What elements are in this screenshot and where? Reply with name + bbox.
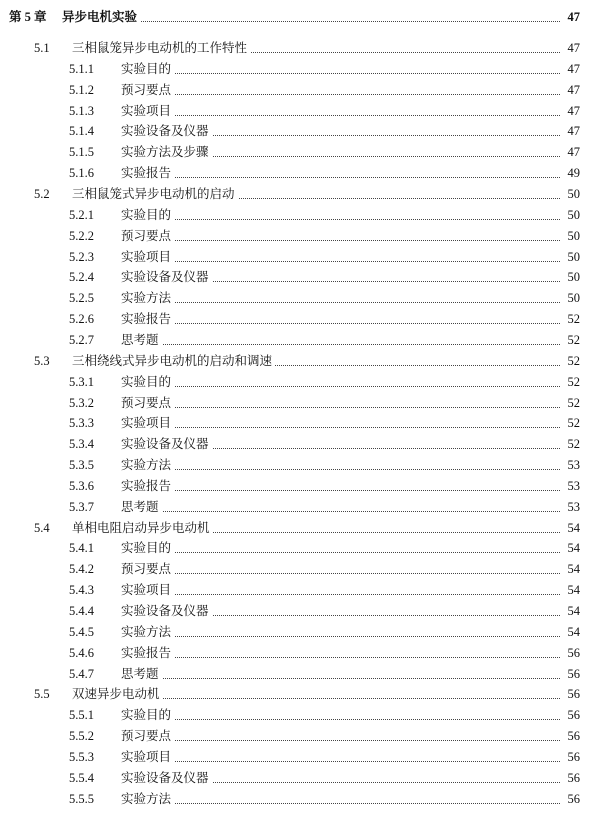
entry-title: 实验目的 <box>121 538 174 558</box>
toc-subsection-entry[interactable] <box>0 247 597 267</box>
entry-page-number: 56 <box>565 684 581 704</box>
toc-subsection-entry[interactable] <box>0 80 597 100</box>
entry-title: 单相电阻启动异步电动机 <box>72 518 213 538</box>
entry-number: 5.2.2 <box>69 228 94 243</box>
toc-section-entry[interactable] <box>0 38 597 58</box>
entry-page-number: 52 <box>565 413 581 433</box>
entry-title: 实验报告 <box>121 163 174 183</box>
entry-title: 实验目的 <box>121 372 174 392</box>
entry-title: 三相绕线式异步电动机的启动和调速 <box>72 351 275 371</box>
toc-section-entry[interactable] <box>0 684 597 704</box>
leader-dots <box>121 510 560 512</box>
entry-title: 实验报告 <box>121 643 174 663</box>
entry-page-number: 50 <box>565 226 581 246</box>
entry-page-number: 52 <box>565 330 581 350</box>
entry-title: 实验方法 <box>121 455 174 475</box>
toc-subsection-entry[interactable] <box>0 580 597 600</box>
entry-number: 5.2.4 <box>69 270 94 285</box>
entry-title: 实验目的 <box>121 705 174 725</box>
entry-page-number: 50 <box>565 184 581 204</box>
leader-dots <box>121 656 560 658</box>
entry-page-number: 47 <box>565 121 581 141</box>
leader-dots <box>121 718 560 720</box>
entry-number: 5.3.3 <box>69 416 94 431</box>
leader-dots <box>121 218 560 220</box>
toc-subsection-entry[interactable] <box>0 205 597 225</box>
leader-dots <box>121 176 560 178</box>
entry-title: 预习要点 <box>121 80 174 100</box>
entry-title: 实验项目 <box>121 101 174 121</box>
entry-number: 5.1.4 <box>69 124 94 139</box>
entry-number: 5.3.1 <box>69 374 94 389</box>
leader-dots <box>121 572 560 574</box>
entry-title: 实验项目 <box>121 413 174 433</box>
entry-number: 5.2.1 <box>69 207 94 222</box>
entry-page-number: 52 <box>565 309 581 329</box>
entry-number: 5.1.1 <box>69 61 94 76</box>
entry-title: 预习要点 <box>121 726 174 746</box>
entry-page-number: 50 <box>565 267 581 287</box>
entry-page-number: 53 <box>565 455 581 475</box>
entry-page-number: 50 <box>565 247 581 267</box>
entry-title: 实验方法 <box>121 288 174 308</box>
toc-subsection-entry[interactable] <box>0 413 597 433</box>
entry-title: 预习要点 <box>121 393 174 413</box>
toc-subsection-entry[interactable] <box>0 538 597 558</box>
entry-number: 5.1.5 <box>69 145 94 160</box>
leader-dots <box>121 635 560 637</box>
toc-subsection-entry[interactable] <box>0 163 597 183</box>
toc-section-entry[interactable] <box>0 518 597 538</box>
entry-page-number: 54 <box>565 580 581 600</box>
entry-number: 5.3 <box>34 353 50 368</box>
toc-section-entry[interactable] <box>0 184 597 204</box>
toc-subsection-entry[interactable] <box>0 622 597 642</box>
toc-subsection-entry[interactable] <box>0 309 597 329</box>
entry-page-number: 54 <box>565 518 581 538</box>
entry-page-number: 50 <box>565 288 581 308</box>
entry-title: 实验设备及仪器 <box>121 267 212 287</box>
leader-dots <box>121 114 560 116</box>
leader-dots <box>121 489 560 491</box>
leader-dots <box>121 322 560 324</box>
leader-dots <box>121 802 560 804</box>
entry-number: 5.2.7 <box>69 332 94 347</box>
leader-dots <box>121 551 560 553</box>
toc-subsection-entry[interactable] <box>0 226 597 246</box>
entry-number: 5.4.1 <box>69 541 94 556</box>
entry-number: 5.3.7 <box>69 499 94 514</box>
toc-subsection-entry[interactable] <box>0 497 597 517</box>
entry-page-number: 56 <box>565 643 581 663</box>
leader-dots <box>121 239 560 241</box>
leader-dots <box>121 343 560 345</box>
entry-number: 5.1.2 <box>69 82 94 97</box>
entry-number: 5.3.4 <box>69 437 94 452</box>
entry-title: 思考题 <box>121 497 162 517</box>
leader-dots <box>121 385 560 387</box>
entry-page-number: 52 <box>565 351 581 371</box>
entry-page-number: 56 <box>565 768 581 788</box>
entry-number: 5.1 <box>34 41 50 55</box>
entry-page-number: 47 <box>565 142 581 162</box>
entry-page-number: 47 <box>565 38 581 58</box>
entry-number: 5.5.2 <box>69 729 94 744</box>
entry-number: 5.3.2 <box>69 395 94 410</box>
entry-title: 预习要点 <box>121 559 174 579</box>
toc-subsection-entry[interactable] <box>0 372 597 392</box>
chapter-title: 异步电机实验 <box>62 7 140 27</box>
chapter-page-number: 47 <box>565 7 581 27</box>
entry-title: 实验方法及步骤 <box>121 142 212 162</box>
entry-page-number: 53 <box>565 497 581 517</box>
toc-subsection-entry[interactable] <box>0 789 597 809</box>
entry-page-number: 49 <box>565 163 581 183</box>
toc-subsection-entry[interactable] <box>0 330 597 350</box>
entry-number: 5.5.5 <box>69 791 94 806</box>
toc-subsection-entry[interactable] <box>0 393 597 413</box>
entry-number: 5.4.6 <box>69 645 94 660</box>
entry-number: 5.2 <box>34 187 50 201</box>
entry-number: 5.1.6 <box>69 166 94 181</box>
entry-page-number: 53 <box>565 476 581 496</box>
entry-page-number: 50 <box>565 205 581 225</box>
toc-subsection-entry[interactable] <box>0 747 597 767</box>
entry-number: 5.4.3 <box>69 583 94 598</box>
chapter-number: 第 5 章 <box>9 10 47 24</box>
toc-subsection-entry[interactable] <box>0 705 597 725</box>
toc-subsection-entry[interactable] <box>0 288 597 308</box>
entry-page-number: 56 <box>565 789 581 809</box>
toc-subsection-entry[interactable] <box>0 476 597 496</box>
entry-number: 5.4.4 <box>69 604 94 618</box>
entry-title: 三相鼠笼异步电动机的工作特性 <box>72 38 250 58</box>
entry-page-number: 54 <box>565 601 581 621</box>
entry-title: 实验设备及仪器 <box>121 601 212 621</box>
entry-title: 思考题 <box>121 664 162 684</box>
toc-subsection-entry[interactable] <box>0 434 597 454</box>
leader-dots <box>121 760 560 762</box>
toc-subsection-entry[interactable] <box>0 559 597 579</box>
entry-number: 5.4.2 <box>69 562 94 577</box>
entry-page-number: 47 <box>565 101 581 121</box>
entry-number: 5.3.6 <box>69 478 94 493</box>
entry-page-number: 52 <box>565 393 581 413</box>
toc-chapter-heading[interactable] <box>0 7 597 27</box>
entry-title: 实验项目 <box>121 747 174 767</box>
entry-title: 实验目的 <box>121 205 174 225</box>
entry-number: 5.2.3 <box>69 249 94 264</box>
leader-dots <box>121 72 560 74</box>
entry-title: 实验设备及仪器 <box>121 768 212 788</box>
toc-subsection-entry[interactable] <box>0 643 597 663</box>
leader-dots <box>121 593 560 595</box>
toc-subsection-entry[interactable] <box>0 455 597 475</box>
toc-subsection-entry[interactable] <box>0 768 597 788</box>
entry-number: 5.4.5 <box>69 624 94 639</box>
entry-title: 实验项目 <box>121 580 174 600</box>
toc-subsection-entry[interactable] <box>0 121 597 141</box>
entry-page-number: 52 <box>565 434 581 454</box>
leader-dots <box>121 739 560 741</box>
entry-number: 5.5.1 <box>69 708 94 723</box>
leader-dots <box>121 426 560 428</box>
entry-title: 实验设备及仪器 <box>121 434 212 454</box>
entry-page-number: 56 <box>565 705 581 725</box>
entry-number: 5.2.6 <box>69 312 94 327</box>
toc-subsection-entry[interactable] <box>0 101 597 121</box>
entry-title: 预习要点 <box>121 226 174 246</box>
entry-number: 5.4.7 <box>69 666 94 681</box>
entry-page-number: 56 <box>565 726 581 746</box>
entry-number: 5.5 <box>34 687 50 702</box>
leader-dots <box>121 677 560 679</box>
entry-title: 实验报告 <box>121 476 174 496</box>
entry-number: 5.5.3 <box>69 749 94 764</box>
leader-dots <box>121 301 560 303</box>
toc-subsection-entry[interactable] <box>0 267 597 287</box>
entry-title: 实验项目 <box>121 247 174 267</box>
entry-title: 实验目的 <box>121 59 174 79</box>
entry-title: 实验方法 <box>121 789 174 809</box>
entry-title: 实验报告 <box>121 309 174 329</box>
entry-page-number: 54 <box>565 559 581 579</box>
entry-page-number: 47 <box>565 59 581 79</box>
entry-page-number: 54 <box>565 622 581 642</box>
entry-page-number: 56 <box>565 747 581 767</box>
toc-subsection-entry[interactable] <box>0 726 597 746</box>
leader-dots <box>121 93 560 95</box>
toc-subsection-entry[interactable] <box>0 664 597 684</box>
entry-page-number: 47 <box>565 80 581 100</box>
entry-number: 5.4 <box>34 520 50 535</box>
entry-number: 5.1.3 <box>69 103 94 118</box>
entry-number: 5.2.5 <box>69 291 94 306</box>
entry-title: 三相鼠笼式异步电动机的启动 <box>72 184 238 204</box>
toc-subsection-entry[interactable] <box>0 142 597 162</box>
entry-title: 思考题 <box>121 330 162 350</box>
entry-number: 5.5.4 <box>69 770 94 785</box>
entry-number: 5.3.5 <box>69 458 94 472</box>
toc-section-entry[interactable] <box>0 351 597 371</box>
entry-title: 双速异步电动机 <box>72 684 163 704</box>
entry-title: 实验设备及仪器 <box>121 121 212 141</box>
toc-subsection-entry[interactable] <box>0 601 597 621</box>
toc-subsection-entry[interactable] <box>0 59 597 79</box>
entry-page-number: 52 <box>565 372 581 392</box>
entry-title: 实验方法 <box>121 622 174 642</box>
leader-dots <box>121 260 560 262</box>
leader-dots <box>121 468 560 470</box>
leader-dots <box>121 406 560 408</box>
entry-page-number: 56 <box>565 664 581 684</box>
entry-page-number: 54 <box>565 538 581 558</box>
